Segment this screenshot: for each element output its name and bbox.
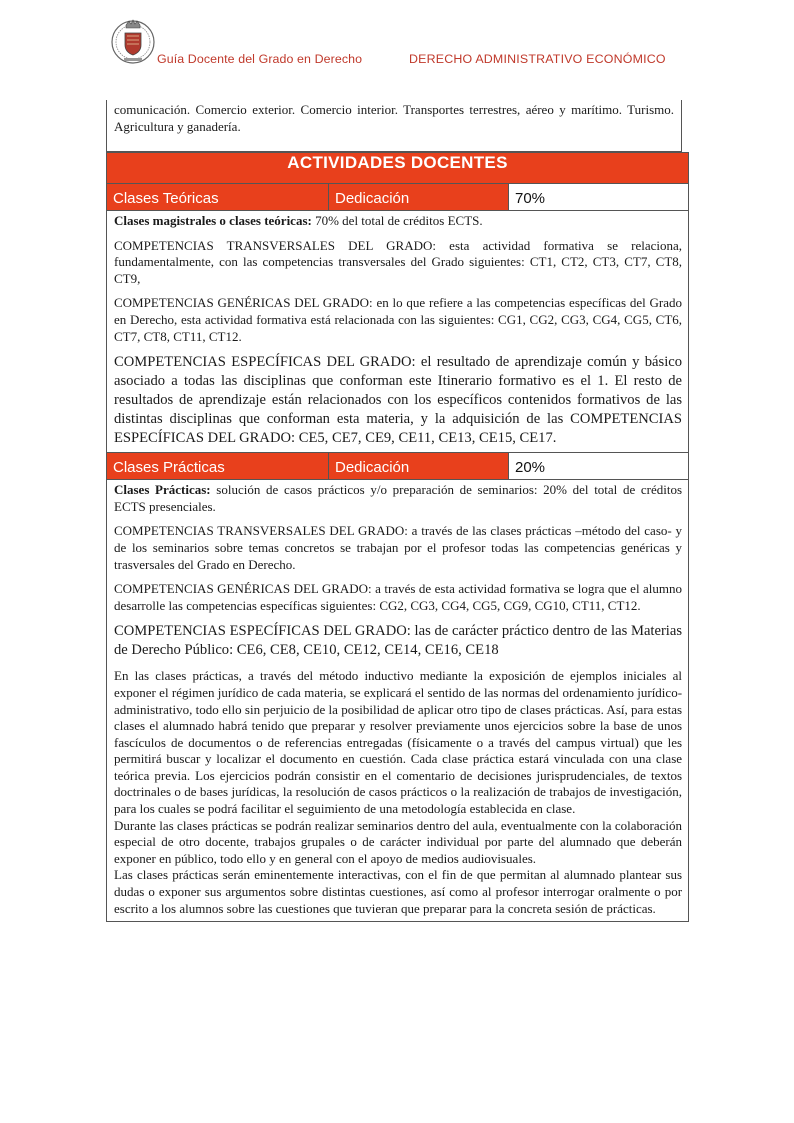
theory-dedication-value: 70% — [509, 184, 689, 211]
theory-specific: COMPETENCIAS ESPECÍFICAS DEL GRADO: el resultado de aprendizaje común y básico asociado a todas las disciplinas que conforman este Itinerario formativo es el 1. El resto de resultados de aprendizaje están relacionados con los específicos contenidos formativos de las distintas disciplinas que conforman esta materia, y la adquisición de las COMPETENCIAS ESPECÍFICAS DEL GRADO: CE5, CE7, CE9, CE11, CE13, CE15, CE17. — [114, 354, 683, 447]
course-title: DERECHO ADMINISTRATIVO ECONÓMICO — [409, 52, 666, 66]
practice-method-paragraph: En las clases prácticas, a través del método inductivo mediante la exposición de ejemplos iniciales al exponer el régimen jurídico de cada materia, se explicará el sentido de las normas del ordenamiento jurídico-administrativo, todo ello sin perjuicio de la posibilidad de aplicar otro tipo de clases prácticas. Así, para estas clases el alumnado habrá tenido que preparar y resolver previamente unos ejercicios sobre la base de unos fascículos de documentos o de referencias entregadas (físicamente o a través del campus virtual) que les permitirá buscar y localizar el documento en cuestión. Cada clase práctica estará vinculada con una clase teórica previa. Los ejercicios podrán consistir en el comentario de decisiones jurisprudenciales, de textos doctrinales o de bases jurídicas, la resolución de casos prácticos o la realización de trabajos de investigación, para los cuales se podrá facilitar el seguimiento de una metodología establecida en clase. — [114, 668, 683, 817]
practice-transversal: COMPETENCIAS TRANSVERSALES DEL GRADO: a través de las clases prácticas –método del caso- y de los seminarios sobre temas concretos se trabajan por el profesor todas las competencias genéricas y trasversales del Grado en Derecho. — [114, 523, 683, 572]
practice-specific: COMPETENCIAS ESPECÍFICAS DEL GRADO: las de carácter práctico dentro de las Materias de Derecho Público: CE6, CE8, CE10, CE12, CE14, CE16, CE18 — [114, 623, 683, 659]
theory-p1-rest: 70% del total de créditos ECTS. — [311, 213, 483, 228]
university-seal-icon — [110, 14, 156, 66]
table-title: ACTIVIDADES DOCENTES — [107, 153, 689, 184]
page-header — [0, 14, 794, 74]
guide-title: Guía Docente del Grado en Derecho — [157, 52, 363, 66]
practice-seminars-paragraph: Durante las clases prácticas se podrán realizar seminarios dentro del aula, eventualmente con la colaboración especial de otro docente, trabajos grupales o de carácter individual por parte del alumnado que deberán exponer en público, todo ello y en general con el apoyo de medios audiovisuales. — [114, 817, 683, 866]
practice-p1-bold: Clases Prácticas: — [114, 482, 211, 498]
theory-p1-bold: Clases magistrales o clases teóricas: — [114, 213, 312, 228]
practice-description — [107, 480, 689, 922]
practice-p1-rest: solución de casos prácticos y/o preparación de seminarios: 20% del total de créditos ECTS presenciales. — [114, 482, 683, 514]
practice-dedication-value: 20% — [509, 453, 689, 480]
theory-generic: COMPETENCIAS GENÉRICAS DEL GRADO: en lo que refiere a las competencias específicas del Grado en Derecho, esta actividad formativa está relacionada con las siguientes: CG1, CG2, CG3, CG4, CG5, CT6, CT7, CT8, CT11, CT12. — [114, 295, 683, 344]
theory-description — [107, 211, 689, 453]
practice-interactive-paragraph: Las clases prácticas serán eminentemente interactivas, con el fin de que permitan al alumnado plantear sus dudas o exponer sus argumentos sobre distintas cuestiones, así como al profesor interrogar oralmente o por escrito a los alumnos sobre las cuestiones que tuvieran que preparar para la concreta sesión de prácticas. — [114, 867, 683, 916]
practice-generic: COMPETENCIAS GENÉRICAS DEL GRADO: a través de esta actividad formativa se logra que el alumno desarrolle las competencias específicas siguientes: CG2, CG3, CG4, CG5, CG9, CG10, CT11, CT12. — [114, 581, 683, 613]
theory-dedication-label: Dedicación — [329, 184, 509, 211]
practice-dedication-label: Dedicación — [329, 453, 509, 480]
practice-label: Clases Prácticas — [107, 453, 329, 480]
teaching-activities-table — [106, 152, 689, 922]
theory-label: Clases Teóricas — [107, 184, 329, 211]
continuation-text: comunicación. Comercio exterior. Comercio interior. Transportes terrestres, aéreo y marítimo. Turismo. Agricultura y ganadería. — [106, 100, 682, 152]
theory-transversal: COMPETENCIAS TRANSVERSALES DEL GRADO: esta actividad formativa se relaciona, fundamentalmente, con las competencias transversales del Grado siguientes: CT1, CT2, CT3, CT7, CT8, CT9, — [114, 237, 683, 286]
